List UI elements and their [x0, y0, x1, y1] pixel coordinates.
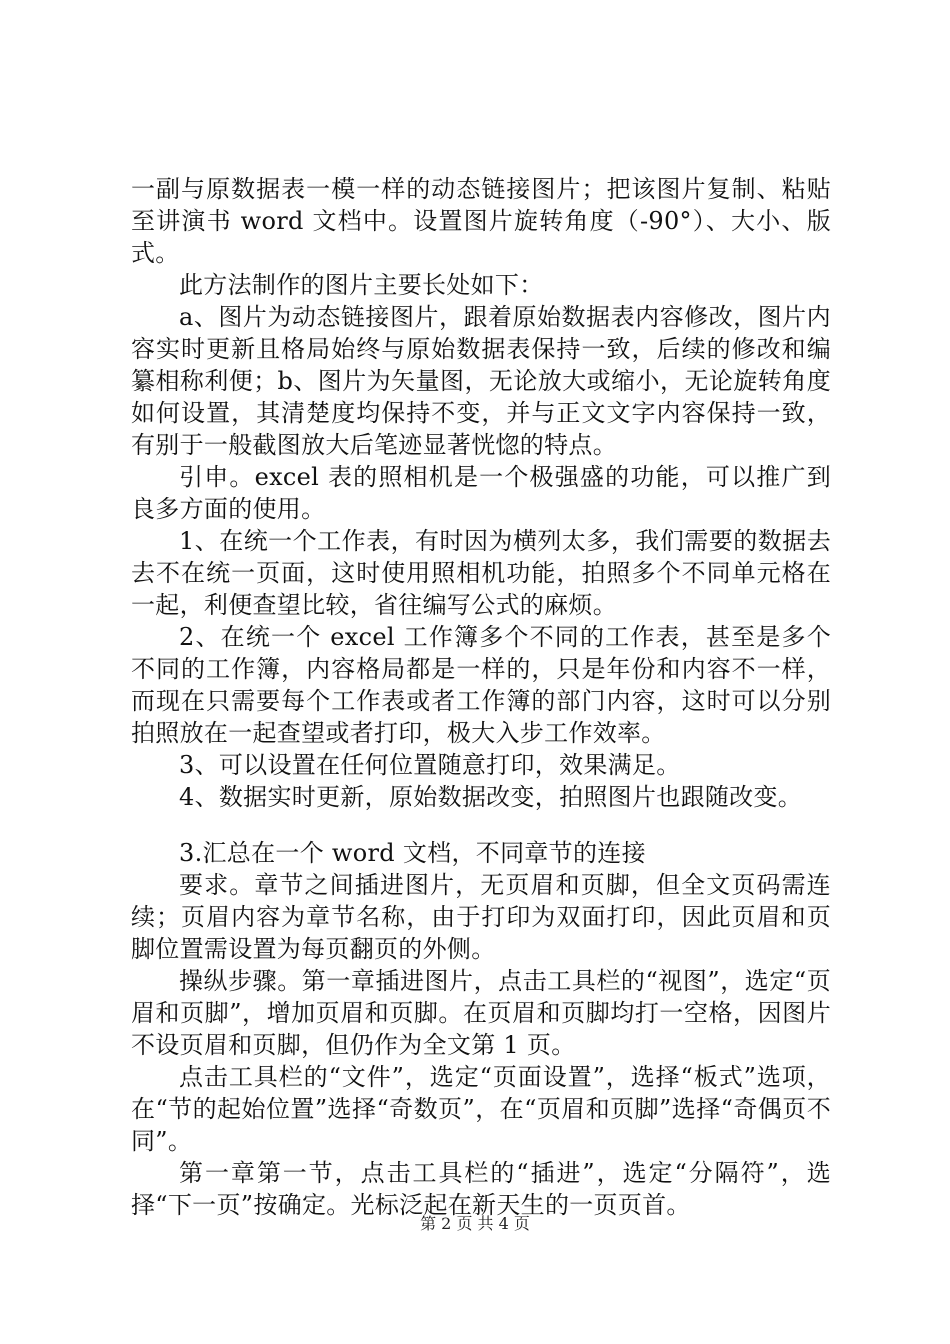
- document-body: [131, 173, 831, 1221]
- section-spacer: [131, 813, 831, 837]
- paragraph-continuation: 一副与原数据表一模一样的动态链接图片；把该图片复制、粘贴至讲演书 word 文档中。设置图片旋转角度（-90°）、大小、版式。: [131, 175, 831, 267]
- page-number-footer: 第 2 页 共 4 页: [420, 1214, 530, 1233]
- paragraph-item-3: 3、可以设置在任何位置随意打印，效果满足。: [179, 751, 681, 779]
- paragraph-advantages: a、图片为动态链接图片，跟着原始数据表内容修改，图片内容实时更新且格局始终与原始数据表保持一致，后续的修改和编纂相称利便；b、图片为矢量图，无论放大或缩小，无论旋转角度如何设置，其清楚度均保持不变，并与正文文字内容保持一致，有别于一般截图放大后笔迹显著恍惚的特点。: [131, 303, 831, 459]
- paragraph-item-2: 2、在统一个 excel 工作簿多个不同的工作表，甚至是多个不同的工作簿，内容格局都是一样的，只是年份和内容不一样，而现在只需要每个工作表或者工作簿的部门内容，这时可以分别拍照放在一起查望或者打印，极大入步工作效率。: [131, 623, 831, 747]
- paragraph-section-break: 第一章第一节，点击工具栏的“插进”，选定“分隔符”，选择“下一页”按确定。光标泛起在新天生的一页页首。: [131, 1159, 831, 1219]
- paragraph-file-settings: 点击工具栏的“文件”，选定“页面设置”，选择“板式”选项，在“节的起始位置”选择“奇数页”，在“页眉和页脚”选择“奇偶页不同”。: [131, 1063, 831, 1155]
- paragraph-item-1: 1、在统一个工作表，有时因为横列太多，我们需要的数据去去不在统一页面，这时使用照相机功能，拍照多个不同单元格在一起，利便查望比较，省往编写公式的麻烦。: [131, 527, 831, 619]
- paragraph-item-4: 4、数据实时更新，原始数据改变，拍照图片也跟随改变。: [179, 783, 803, 811]
- paragraph-advantages-intro: 此方法制作的图片主要长处如下：: [179, 271, 544, 299]
- paragraph-steps: 操纵步骤。第一章插进图片，点击工具栏的“视图”，选定“页眉和页脚”，增加页眉和页脚。在页眉和页脚均打一空格，因图片不设页眉和页脚，但仍作为全文第 1 页。: [131, 967, 831, 1059]
- section-heading: 3.汇总在一个 word 文档，不同章节的连接: [179, 839, 646, 867]
- paragraph-extension: 引申。excel 表的照相机是一个极强盛的功能，可以推广到良多方面的使用。: [131, 463, 831, 523]
- paragraph-requirements: 要求。章节之间插进图片，无页眉和页脚，但全文页码需连续；页眉内容为章节名称，由于打印为双面打印，因此页眉和页脚位置需设置为每页翻页的外侧。: [131, 871, 831, 963]
